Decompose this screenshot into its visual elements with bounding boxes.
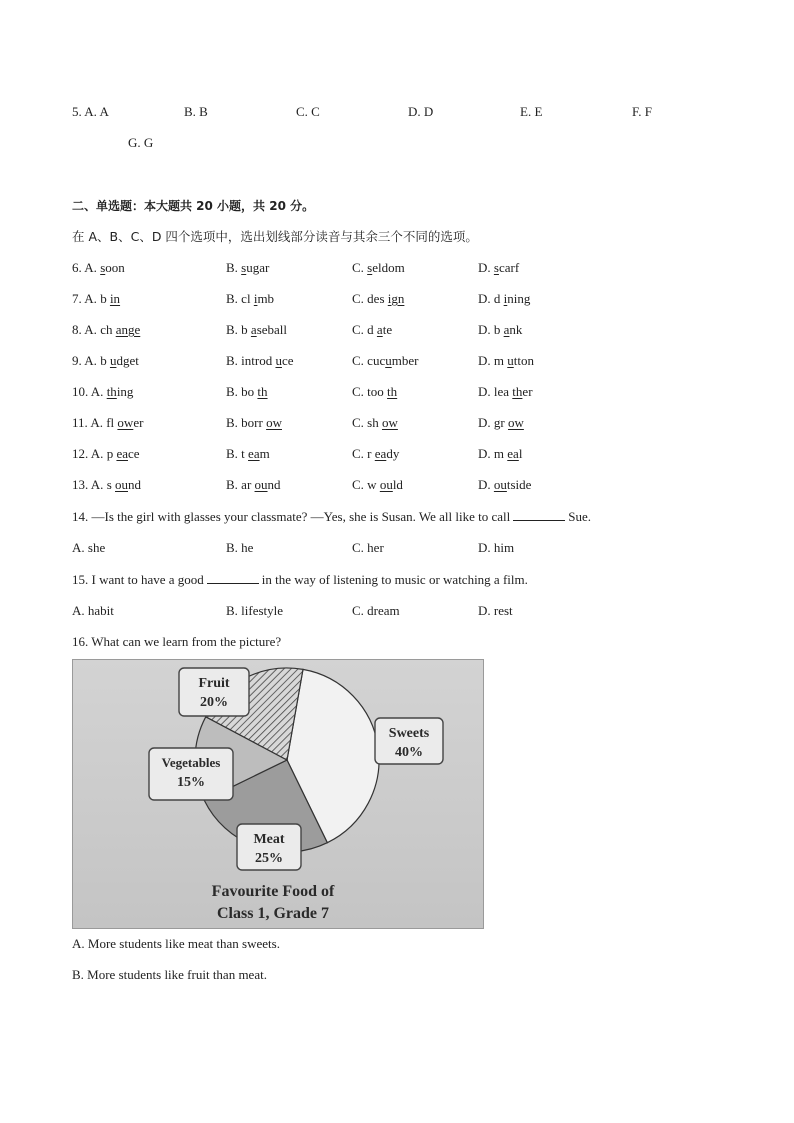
underlined-letters: ou xyxy=(254,477,268,492)
option-letter: B. xyxy=(226,446,242,461)
pie-chart-photo xyxy=(72,659,484,929)
pie-label-name: Fruit xyxy=(198,676,230,691)
section-heading: 二、单选题：本大题共 20 小题，共 20 分。 xyxy=(72,199,315,213)
q15-option-d: D. rest xyxy=(478,603,513,618)
section-instruction: 在 A、B、C、D 四个选项中，选出划线部分读音与其余三个不同的选项。 xyxy=(72,229,478,244)
word-start: sh xyxy=(367,415,382,430)
word-start: des xyxy=(367,291,388,306)
word-end: carf xyxy=(498,260,520,275)
word-start: t xyxy=(241,446,249,461)
underlined-letters: th xyxy=(106,384,117,399)
word-end: mber xyxy=(391,353,419,368)
word-start: d xyxy=(493,291,504,306)
q7-option-d xyxy=(478,291,530,307)
option-letter: B. xyxy=(226,384,242,399)
q11-option-b xyxy=(226,415,282,431)
option-letter: D. xyxy=(478,384,494,399)
word-start: ar xyxy=(241,477,255,492)
option-letter: A. xyxy=(90,384,107,399)
q15-option-c: C. dream xyxy=(352,603,400,618)
pie-chart xyxy=(73,660,483,928)
word-start: b xyxy=(241,322,251,337)
word-end: er xyxy=(133,415,144,430)
word-end: ning xyxy=(507,291,531,306)
q10-option-a xyxy=(72,384,133,400)
underlined-letters: th xyxy=(512,384,523,399)
option-letter: D. xyxy=(478,322,494,337)
underlined-letters: ea xyxy=(116,446,128,461)
underlined-letters: in xyxy=(109,291,121,306)
word-end: ld xyxy=(392,477,403,492)
q9-option-a xyxy=(72,353,139,369)
q7-option-c xyxy=(352,291,404,307)
pie-label-name: Sweets xyxy=(388,726,430,741)
pie-label-percent: 40% xyxy=(395,745,423,760)
underlined-letters: ea xyxy=(374,446,387,461)
q14-stem-end: Sue. xyxy=(568,509,591,524)
q14-stem xyxy=(72,509,591,525)
word-start: borr xyxy=(241,415,267,430)
q12-option-a xyxy=(72,446,140,462)
underlined-letters: i xyxy=(253,291,258,306)
word-start: m xyxy=(493,446,508,461)
pie-label-name: Vegetables xyxy=(161,755,221,770)
q10-option-d xyxy=(478,384,533,400)
option-letter: A. xyxy=(90,446,107,461)
q13-option-c xyxy=(352,477,403,493)
option-letter: C. xyxy=(352,353,368,368)
underlined-letters: u xyxy=(507,353,514,368)
q8-option-b xyxy=(226,322,287,338)
q5-option-g: G. G xyxy=(128,135,154,150)
option-letter: B. xyxy=(226,477,242,492)
word-start: m xyxy=(493,353,508,368)
underlined-letters: i xyxy=(503,291,508,306)
option-letter: D. xyxy=(478,477,494,492)
option-letter: A. xyxy=(84,322,101,337)
pie-label-percent: 15% xyxy=(177,775,205,790)
q16-question: 16. What can we learn from the picture? xyxy=(72,634,282,649)
word-start: s xyxy=(106,477,115,492)
word-end: m xyxy=(259,446,270,461)
q9-option-b xyxy=(226,353,294,369)
word-end: te xyxy=(382,322,393,337)
word-start: p xyxy=(106,446,117,461)
question-number: 6. xyxy=(72,260,82,275)
q9-option-c xyxy=(352,353,418,369)
question-number: 12. xyxy=(72,446,89,461)
option-letter: C. xyxy=(352,415,368,430)
word-start: too xyxy=(367,384,388,399)
underlined-letters: ow xyxy=(381,415,398,430)
option-letter: A. xyxy=(84,353,101,368)
option-letter: D. xyxy=(478,260,494,275)
underlined-letters: s xyxy=(241,260,247,275)
option-letter: A. xyxy=(90,477,107,492)
question-number: 8. xyxy=(72,322,82,337)
q13-option-b xyxy=(226,477,281,493)
q5-option-d: D. D xyxy=(408,104,434,119)
option-letter: D. xyxy=(478,415,494,430)
word-start: b xyxy=(493,322,504,337)
q13-option-a xyxy=(72,477,141,493)
word-start: w xyxy=(367,477,380,492)
word-end: ugar xyxy=(246,260,270,275)
q15-stem-end: in the way of listening to music or watching a film. xyxy=(261,572,528,587)
word-end: er xyxy=(522,384,533,399)
option-letter: C. xyxy=(352,322,368,337)
option-letter: A. xyxy=(90,415,107,430)
q16-option-a: A. More students like meat than sweets. xyxy=(72,936,280,951)
underlined-letters: u xyxy=(385,353,392,368)
question-number: 7. xyxy=(72,291,82,306)
word-start: cuc xyxy=(367,353,386,368)
q5-option-b: B. B xyxy=(184,104,208,119)
q15-blank xyxy=(207,572,259,584)
underlined-letters: ow xyxy=(507,415,524,430)
q6-option-b xyxy=(226,260,269,276)
option-letter: D. xyxy=(478,446,494,461)
word-end: ce xyxy=(127,446,140,461)
underlined-letters: a xyxy=(503,322,510,337)
word-start: ch xyxy=(100,322,116,337)
option-letter: C. xyxy=(352,446,368,461)
word-start: b xyxy=(100,291,110,306)
underlined-letters: ou xyxy=(115,477,128,492)
q8-option-a xyxy=(72,322,140,338)
q6-option-a xyxy=(72,260,125,276)
option-letter: B. xyxy=(226,322,242,337)
q8-option-c xyxy=(352,322,392,338)
underlined-letters: a xyxy=(376,322,383,337)
word-end: ing xyxy=(116,384,134,399)
q5-option-f: F. F xyxy=(632,104,652,119)
word-end: tside xyxy=(506,477,532,492)
word-end: nd xyxy=(267,477,281,492)
option-letter: B. xyxy=(226,415,242,430)
q15-option-b: B. lifestyle xyxy=(226,603,284,618)
question-number: 9. xyxy=(72,353,82,368)
option-letter: C. xyxy=(352,384,368,399)
q16-option-b: B. More students like fruit than meat. xyxy=(72,967,267,982)
underlined-letters: ange xyxy=(115,322,141,337)
option-letter: D. xyxy=(478,353,494,368)
q11-option-a xyxy=(72,415,143,431)
underlined-letters: ow xyxy=(117,415,134,430)
underlined-letters: u xyxy=(109,353,117,368)
underlined-letters: s xyxy=(100,260,106,275)
word-end: mb xyxy=(257,291,275,306)
word-start: d xyxy=(367,322,377,337)
word-end: eldom xyxy=(372,260,405,275)
q5-option-a: 5. A. A xyxy=(72,104,109,119)
chart-title-line-2: Class 1, Grade 7 xyxy=(217,905,329,922)
underlined-letters: th xyxy=(257,384,268,399)
q8-option-d xyxy=(478,322,522,338)
word-end: seball xyxy=(256,322,288,337)
option-letter: A. xyxy=(84,291,101,306)
word-start: r xyxy=(367,446,375,461)
underlined-letters: s xyxy=(367,260,373,275)
option-letter: B. xyxy=(226,291,242,306)
word-start: fl xyxy=(106,415,118,430)
option-letter: C. xyxy=(352,477,368,492)
q15-stem-text: 15. I want to have a good xyxy=(72,572,204,587)
word-end: l xyxy=(518,446,523,461)
q14-option-c: C. her xyxy=(352,540,384,555)
option-letter: B. xyxy=(226,260,242,275)
word-end: dget xyxy=(116,353,139,368)
option-letter: B. xyxy=(226,353,242,368)
option-letter: C. xyxy=(352,260,368,275)
q12-option-c xyxy=(352,446,399,462)
option-letter: C. xyxy=(352,291,368,306)
word-end: oon xyxy=(105,260,125,275)
q15-option-a: A. habit xyxy=(72,603,114,618)
word-start: cl xyxy=(241,291,254,306)
q6-option-d xyxy=(478,260,519,276)
word-end: dy xyxy=(386,446,400,461)
q5-option-c: C. C xyxy=(296,104,320,119)
q5-option-e: E. E xyxy=(520,104,543,119)
q15-stem xyxy=(72,572,528,588)
underlined-letters: ow xyxy=(266,415,282,430)
word-start: introd xyxy=(241,353,276,368)
q6-option-c xyxy=(352,260,405,276)
underlined-letters: ou xyxy=(379,477,393,492)
q7-option-b xyxy=(226,291,274,307)
q14-option-d: D. him xyxy=(478,540,515,555)
q10-option-c xyxy=(352,384,397,400)
q14-option-a: A. she xyxy=(72,540,106,555)
word-end: nk xyxy=(509,322,523,337)
q7-option-a xyxy=(72,291,120,307)
underlined-letters: u xyxy=(275,353,282,368)
q13-option-d xyxy=(478,477,531,493)
pie-label-percent: 20% xyxy=(200,695,228,710)
underlined-letters: ou xyxy=(493,477,507,492)
q9-option-d xyxy=(478,353,534,369)
word-start: b xyxy=(100,353,110,368)
question-number: 10. xyxy=(72,384,89,399)
word-start: gr xyxy=(493,415,508,430)
chart-title-line-1: Favourite Food of xyxy=(211,883,335,900)
underlined-letters: s xyxy=(493,260,499,275)
q12-option-d xyxy=(478,446,522,462)
q11-option-d xyxy=(478,415,524,431)
question-number: 11. xyxy=(72,415,88,430)
underlined-letters: ign xyxy=(387,291,405,306)
pie-label-percent: 25% xyxy=(255,851,283,866)
word-end: tton xyxy=(513,353,534,368)
q12-option-b xyxy=(226,446,270,462)
pie-label-name: Meat xyxy=(253,832,285,847)
word-end: ce xyxy=(281,353,294,368)
word-end: nd xyxy=(128,477,141,492)
underlined-letters: a xyxy=(250,322,257,337)
word-start: lea xyxy=(493,384,513,399)
q11-option-c xyxy=(352,415,398,431)
q10-option-b xyxy=(226,384,268,400)
option-letter: D. xyxy=(478,291,494,306)
q14-stem-text: 14. —Is the girl with glasses your classmate? —Yes, she is Susan. We all like to call xyxy=(72,509,511,524)
question-number: 13. xyxy=(72,477,89,492)
q14-blank xyxy=(513,509,565,521)
underlined-letters: th xyxy=(387,384,398,399)
q14-option-b: B. he xyxy=(226,540,254,555)
option-letter: A. xyxy=(84,260,101,275)
word-start: bo xyxy=(241,384,258,399)
underlined-letters: ea xyxy=(507,446,519,461)
underlined-letters: ea xyxy=(248,446,260,461)
